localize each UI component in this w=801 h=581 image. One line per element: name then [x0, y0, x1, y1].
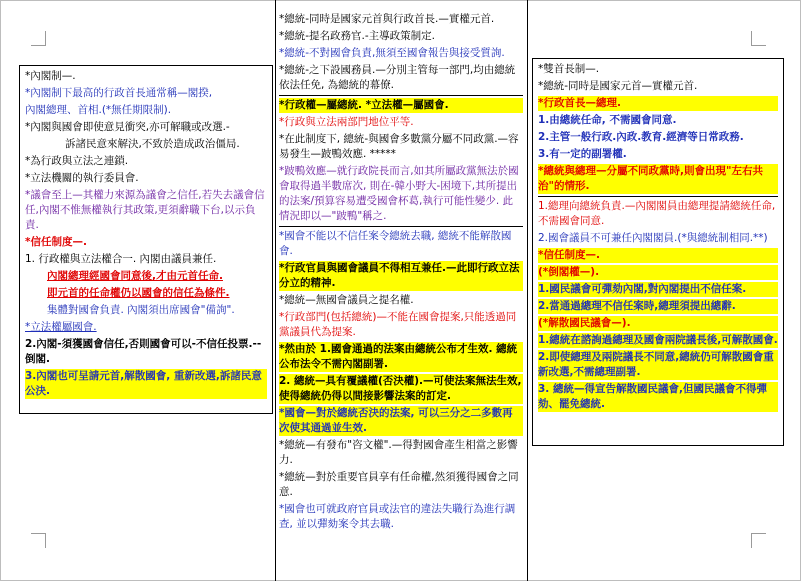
text-line: *行政部門(包括總統)—不能在國會提案,只能透過同黨議員代為提案.: [279, 311, 517, 338]
text-line: 1.總理向總統負責.—內閣閣員由總理提請總統任命,不需國會同意.: [538, 200, 776, 227]
text-line: *內閣與國會即使意見衝突,亦可解職或改選.-: [25, 121, 230, 133]
margin-corner-mark: [751, 533, 766, 548]
text-line: *總統-同時是國家元首與行政首長.—實權元首.: [279, 13, 495, 25]
text-line: (*解散國民議會—).: [538, 316, 778, 331]
column-divider: [275, 0, 276, 581]
text-line: *總統-提名政務官.-主導政策制定.: [279, 30, 436, 42]
text-line: *信任制度—.: [538, 248, 778, 263]
margin-corner-mark: [31, 533, 46, 548]
text-line: *總統—對於重要官員享有任命權,然須獲得國會之同意.: [279, 471, 519, 498]
text-line: *國會—對於總統否決的法案, 可以三分之二多數再次使其通過並生效.: [279, 406, 523, 436]
margin-corner-mark: [31, 31, 46, 46]
parliamentary-system-box: [19, 65, 273, 414]
text-line: *總統-之下設國務員.—分別主管每一部門,均由總統依法任免, 為總統的幕僚.: [279, 64, 516, 91]
text-line: *總統—有發布"咨文權".—得對國會產生相當之影響力.: [279, 439, 518, 466]
text-line: *行政首長—總理.: [538, 96, 778, 111]
text-line: *跛鴨效應—就行政院長而言,如其所屬政黨無法於國會取得過半數席次, 則在-韓小野大-困境下,其所提出的法案/預算容易遭受國會杯葛,執行可能性變少. 此情況即以—"跛鴨"稱之.: [279, 165, 519, 222]
text-line: 3. 總統—得宣告解散國民議會,但國民議會不得彈劾、罷免總統.: [538, 382, 778, 412]
margin-corner-mark: [751, 31, 766, 46]
text-line: *為行政與立法之連鎖.: [25, 155, 129, 167]
text-line: *立法機關的執行委員會.: [25, 172, 139, 184]
semi-presidential-system-box: [532, 58, 784, 446]
text-line: 訴諸民意來解決,不致於造成政治僵局.: [65, 138, 240, 150]
text-line: *立法權屬國會.: [25, 321, 97, 333]
text-line: 1. 行政權與立法權合一. 內閣由議員兼任.: [25, 253, 217, 265]
presidential-system-column: [279, 12, 523, 534]
column-divider: [527, 0, 528, 581]
text-line: *行政與立法兩部門地位平等.: [279, 116, 414, 128]
text-line: 3.有一定的副署權.: [538, 148, 627, 160]
text-line: 2.即使總理及兩院議長不同意,總統仍可解散國會重新改選,不需總理副署.: [538, 350, 778, 380]
text-line: 內閣總理、首相.(*無任期限制).: [25, 104, 172, 116]
text-line: *總統-同時是國家元首—實權元首.: [538, 80, 698, 92]
separator: [279, 95, 523, 96]
text-line: 1.由總統任命, 不需國會同意.: [538, 114, 677, 126]
text-line: *行政官員與國會議員不得相互兼任.—此即行政立法分立的精神.: [279, 261, 523, 291]
text-line: 1.總統在諮詢過總理及國會兩院議長後,可解散國會.: [538, 334, 778, 346]
text-line: 2.內閣-須獲國會信任,否則國會可以-不信任投票.--倒閣.: [25, 338, 262, 365]
text-line: 2. 總統—具有覆議權(否決權).—可使法案無法生效,使得總統仍得以間接影響法案的訂定.: [279, 375, 522, 402]
text-line: *內閣制下最高的行政首長通常稱—閣揆,: [25, 87, 213, 99]
text-line: 1.國民議會可彈劾內閣,對內閣提出不信任案.: [538, 282, 778, 297]
text-line: *雙首長制—.: [538, 63, 600, 75]
text-line: *國會不能以不信任案令總統去職, 總統不能解散國會.: [279, 230, 512, 257]
separator: [538, 196, 778, 197]
text-line: *行政權—屬總統. *立法權—屬國會.: [279, 98, 523, 113]
text-line: (*倒閣權—).: [538, 265, 778, 280]
text-line: *議會至上—其權力來源為議會之信任,若失去議會信任,內閣不惟無權執行其政策,更須辭職下台,以示負責.: [25, 189, 265, 231]
text-line: *內閣制—.: [25, 70, 76, 82]
text-line: 2.主管一般行政.內政.教育.經濟等日常政務.: [538, 131, 744, 143]
text-line: 2.當通過總理不信任案時,總理須提出總辭.: [538, 299, 778, 314]
text-line: *總統—無國會議員之提名權.: [279, 294, 414, 306]
text-line: *國會也可就政府官員或法官的違法失職行為進行調查, 並以彈劾案令其去職.: [279, 503, 516, 530]
text-line: 內閣總理經國會同意後,才由元首任命.: [47, 270, 223, 282]
text-line: *總統-不對國會負責,無須至國會報告與接受質詢.: [279, 47, 505, 59]
text-line: 3.內閣也可呈請元首,解散國會, 重新改選,訴諸民意公決.: [25, 369, 267, 399]
text-line: *在此制度下, 總統-與國會多數黨分屬不同政黨.—容易發生—跛鴨效應. *****: [279, 133, 519, 160]
text-line: 集體對國會負責. 內閣須出席國會"備詢".: [47, 304, 235, 316]
separator: [279, 226, 523, 227]
text-line: 即元首的任命權仍以國會的信任為條件.: [47, 287, 230, 299]
text-line: *總統與總理—分屬不同政黨時,則會出現"左右共治"的情形.: [538, 164, 778, 194]
text-line: *然由於 1.國會通過的法案由總統公布才生效. 總統公布法令不需內閣副署.: [279, 342, 523, 372]
text-line: *信任制度—.: [25, 236, 87, 248]
text-line: 2.國會議員不可兼任內閣閣員.(*與總統制相同.**): [538, 232, 768, 244]
